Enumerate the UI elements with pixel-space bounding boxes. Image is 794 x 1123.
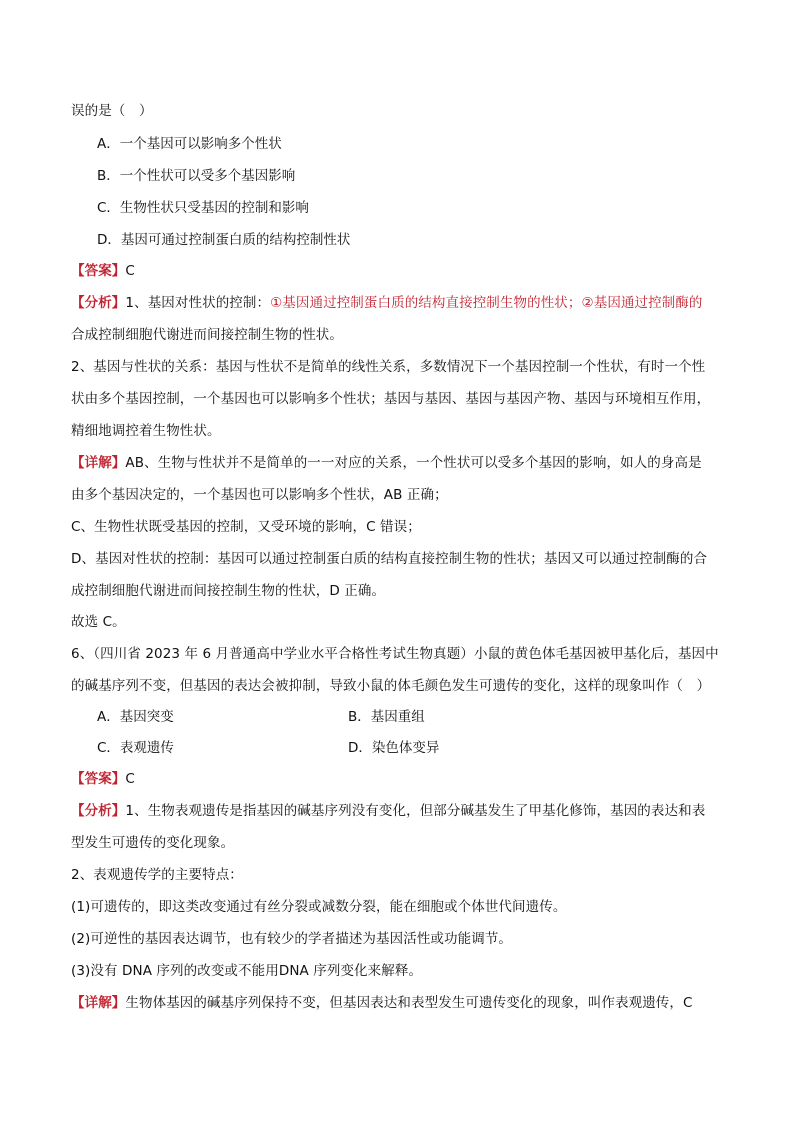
q6-analysis-text-1: 1、生物表观遗传是指基因的碱基序列没有变化，但部分碱基发生了甲基化修饰，基因的表达和表: [125, 803, 706, 819]
question-stem-tail: 误的是（ ）: [71, 103, 153, 119]
option-c: C．生物性状只受基因的控制和影响: [97, 200, 309, 216]
q6-analysis-line-5: (2)可逆性的基因表达调节，也有较少的学者描述为基因活性或功能调节。: [71, 931, 513, 947]
q6-analysis-tag: 【分析】: [71, 803, 126, 819]
q6-analysis-line-2: 型发生可遗传的变化现象。: [71, 835, 235, 851]
detail-line-1: [71, 453, 702, 473]
detail-text-1: AB、生物与性状并不是简单的一一对应的关系，一个性状可以受多个基因的影响，如人的身高是: [125, 455, 702, 471]
answer-line: [71, 261, 135, 281]
q6-stem-line-1: 6、（四川省 2023 年 6 月普通高中学业水平合格性考试生物真题）小鼠的黄色体毛基因被甲基化后，基因中: [71, 646, 719, 662]
q6-analysis-line-6: (3)没有 DNA 序列的改变或不能用DNA 序列变化来解释。: [71, 963, 423, 979]
analysis-tag: 【分析】: [71, 295, 126, 311]
detail-line-4: D、基因对性状的控制：基因可以通过控制蛋白质的结构直接控制生物的性状；基因又可以通过控制酶的合: [71, 551, 708, 567]
analysis-line-3: 2、基因与性状的关系：基因与性状不是简单的线性关系，多数情况下一个基因控制一个性状，有时一个性: [71, 359, 706, 375]
analysis-text-1a: 1、基因对性状的控制：: [125, 295, 271, 311]
q6-detail-line-1: [71, 993, 693, 1013]
analysis-line-4: 状由多个基因控制，一个基因也可以影响多个性状；基因与基因、基因与基因产物、基因与环境相互作用，: [71, 391, 711, 407]
q6-option-a: A．基因突变: [97, 709, 174, 725]
option-b: B．一个性状可以受多个基因影响: [97, 168, 296, 184]
q6-detail-text-1: 生物体基因的碱基序列保持不变，但基因表达和表型发生可遗传变化的现象，叫作表观遗传，C: [125, 995, 693, 1011]
conclusion-line: 故选 C。: [71, 614, 126, 630]
q6-option-b: B．基因重组: [348, 709, 425, 725]
detail-tag: 【详解】: [71, 455, 126, 471]
q6-analysis-line-3: 2、表观遗传学的主要特点：: [71, 867, 243, 883]
q6-answer-line: [71, 769, 135, 789]
analysis-line-5: 精细地调控着生物性状。: [71, 423, 221, 439]
q6-analysis-line-4: (1)可遗传的，即这类改变通过有丝分裂或减数分裂，能在细胞或个体世代间遗传。: [71, 899, 567, 915]
q6-answer-tag: 【答案】: [71, 771, 126, 787]
analysis-line-1: [71, 293, 703, 313]
q6-analysis-line-1: [71, 801, 705, 821]
analysis-line-2: 合成控制细胞代谢进而间接控制生物的性状。: [71, 327, 343, 343]
detail-line-5: 成控制细胞代谢进而间接控制生物的性状，D 正确。: [71, 583, 386, 599]
detail-line-2: 由多个基因决定的，一个基因也可以影响多个性状，AB 正确；: [71, 487, 448, 503]
option-a: A．一个基因可以影响多个性状: [97, 136, 282, 152]
q6-option-d: D．染色体变异: [348, 740, 440, 756]
q6-detail-tag: 【详解】: [71, 995, 126, 1011]
q6-option-c: C．表观遗传: [97, 740, 174, 756]
option-d: D．基因可通过控制蛋白质的结构控制性状: [97, 232, 351, 248]
q6-stem-line-2: 的碱基序列不变，但基因的表达会被抑制，导致小鼠的体毛颜色发生可遗传的变化，这样的现象叫作（ ）: [71, 678, 711, 694]
detail-line-3: C、生物性状既受基因的控制，又受环境的影响，C 错误；: [71, 519, 421, 535]
answer-value: C: [125, 263, 135, 279]
q6-answer-value: C: [125, 771, 135, 787]
answer-tag: 【答案】: [71, 263, 126, 279]
analysis-text-1b: ①基因通过控制蛋白质的结构直接控制生物的性状；②基因通过控制酶的: [270, 295, 703, 311]
